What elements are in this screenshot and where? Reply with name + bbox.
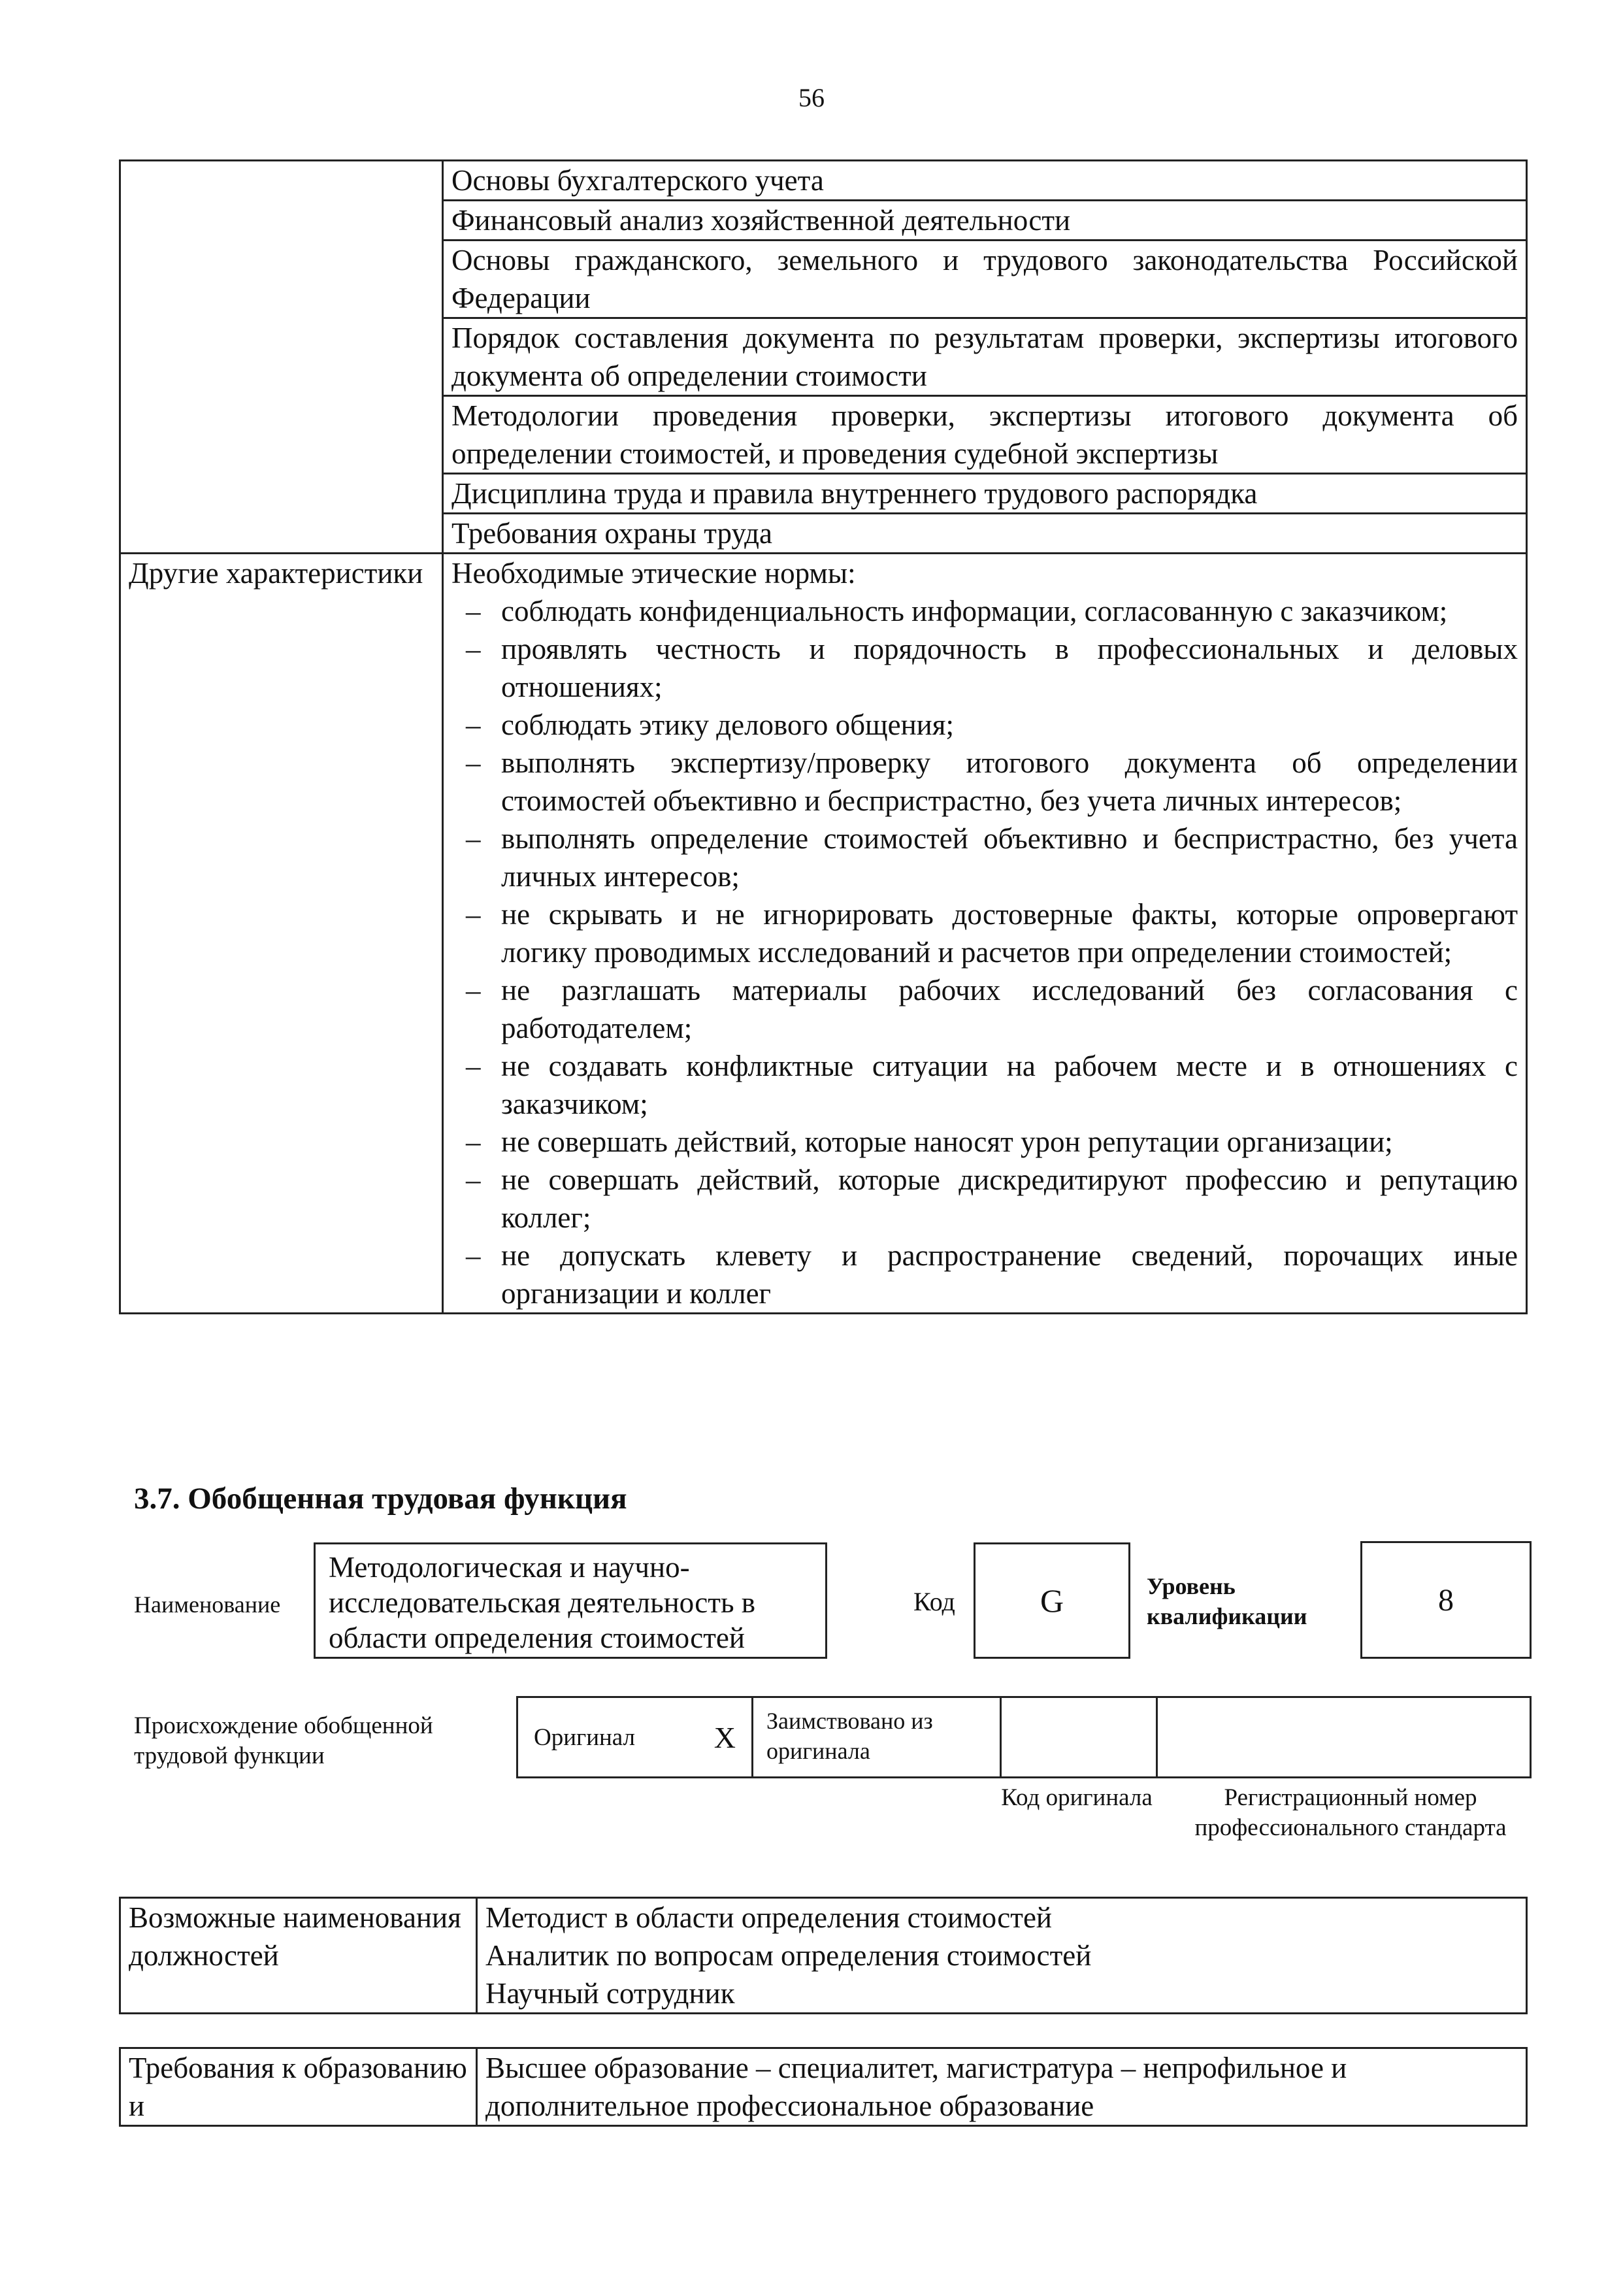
- code-original-caption: Код оригинала: [1001, 1784, 1153, 1811]
- dash-marker: –: [466, 1163, 481, 1196]
- original-cell: [518, 1698, 753, 1776]
- ethics-item: – проявлять честность и порядочность в профессиональных и деловых отношениях;: [451, 630, 1518, 706]
- page-number: 56: [798, 83, 825, 112]
- education-table: [119, 2047, 1528, 2127]
- knowledge-row: Основы гражданского, земельного и трудового законодательства Российской Федерации: [443, 241, 1527, 318]
- origin-label: Происхождение обобщенной трудовой функции: [134, 1712, 433, 1769]
- dash-marker: –: [466, 708, 481, 741]
- ethics-item: – не скрывать и не игнорировать достоверные факты, которые опровергают логику проводимых исследований и расчетов при определении стоимостей;: [451, 895, 1518, 971]
- dash-marker: –: [466, 746, 481, 779]
- position-item: Методист в области определения стоимостей: [485, 1901, 1052, 1934]
- ethics-item: – соблюдать этику делового общения;: [451, 706, 1518, 744]
- original-mark: X: [713, 1720, 736, 1754]
- original-label: Оригинал: [534, 1723, 636, 1751]
- ethics-item: – не допускать клевету и распространение сведений, порочащих иные организации и коллег: [451, 1237, 1518, 1312]
- dash-marker: –: [466, 1239, 481, 1272]
- knowledge-table: [119, 159, 1528, 1314]
- reg-number-cell: [1158, 1698, 1530, 1776]
- ethics-item: – не совершать действий, которые дискредитируют профессию и репутацию коллег;: [451, 1161, 1518, 1237]
- dash-marker: –: [466, 595, 481, 627]
- dash-marker: –: [466, 974, 481, 1007]
- function-name-box: Методологическая и научно-исследовательская деятельность в области определения стоимостей: [314, 1542, 827, 1659]
- knowledge-row: Порядок составления документа по результатам проверки, экспертизы итогового документа об определении стоимости: [443, 318, 1527, 396]
- origin-table: [516, 1696, 1532, 1778]
- dash-marker: –: [466, 1050, 481, 1082]
- positions-label: Возможные наименования должностей: [120, 1898, 477, 2014]
- code-original-cell: [1002, 1698, 1158, 1776]
- dash-marker: –: [466, 822, 481, 855]
- code-label: Код: [913, 1587, 955, 1616]
- education-label: Требования к образованию и: [120, 2048, 477, 2126]
- knowledge-row: Финансовый анализ хозяйственной деятельности: [443, 201, 1527, 241]
- dash-marker: –: [466, 898, 481, 931]
- knowledge-row: Требования охраны труда: [443, 514, 1527, 554]
- positions-cell: [477, 1898, 1527, 2014]
- position-item: Научный сотрудник: [485, 1977, 735, 2010]
- empty-label-cell: [120, 161, 443, 554]
- other-characteristics-label: Другие характеристики: [120, 554, 443, 1314]
- positions-table: [119, 1897, 1528, 2014]
- ethics-item: – выполнять определение стоимостей объективно и беспристрастно, без учета личных интересов;: [451, 820, 1518, 895]
- position-item: Аналитик по вопросам определения стоимостей: [485, 1939, 1092, 1972]
- education-value: Высшее образование – специалитет, магистратура – непрофильное и дополнительное профессиональное образование: [477, 2048, 1527, 2126]
- knowledge-row: Дисциплина труда и правила внутреннего трудового распорядка: [443, 474, 1527, 514]
- reg-number-caption: Регистрационный номер профессионального стандарта: [1194, 1784, 1507, 1841]
- ethics-intro: Необходимые этические нормы:: [451, 557, 856, 590]
- dash-marker: –: [466, 1125, 481, 1158]
- knowledge-row: Методологии проведения проверки, экспертизы итогового документа об определении стоимостей, и проведения судебной экспертизы: [443, 396, 1527, 474]
- ethics-item: – соблюдать конфиденциальность информации, согласованную с заказчиком;: [451, 592, 1518, 630]
- level-box: 8: [1360, 1541, 1532, 1659]
- ethics-item: – выполнять экспертизу/проверку итогового документа об определении стоимостей объективно и беспристрастно, без учета личных интересов;: [451, 744, 1518, 820]
- name-label: Наименование: [134, 1591, 281, 1618]
- ethics-cell: [443, 554, 1527, 1314]
- dash-marker: –: [466, 633, 481, 665]
- ethics-item: – не разглашать материалы рабочих исследований без согласования с работодателем;: [451, 971, 1518, 1047]
- section-heading: 3.7. Обобщенная трудовая функция: [134, 1482, 627, 1516]
- code-box: G: [974, 1542, 1130, 1659]
- borrowed-label: Заимствовано из оригинала: [753, 1698, 1002, 1776]
- level-label: Уровень квалификации: [1147, 1573, 1307, 1629]
- ethics-item: – не создавать конфликтные ситуации на рабочем месте и в отношениях с заказчиком;: [451, 1047, 1518, 1123]
- ethics-item: – не совершать действий, которые наносят урон репутации организации;: [451, 1123, 1518, 1161]
- knowledge-row: Основы бухгалтерского учета: [443, 161, 1527, 201]
